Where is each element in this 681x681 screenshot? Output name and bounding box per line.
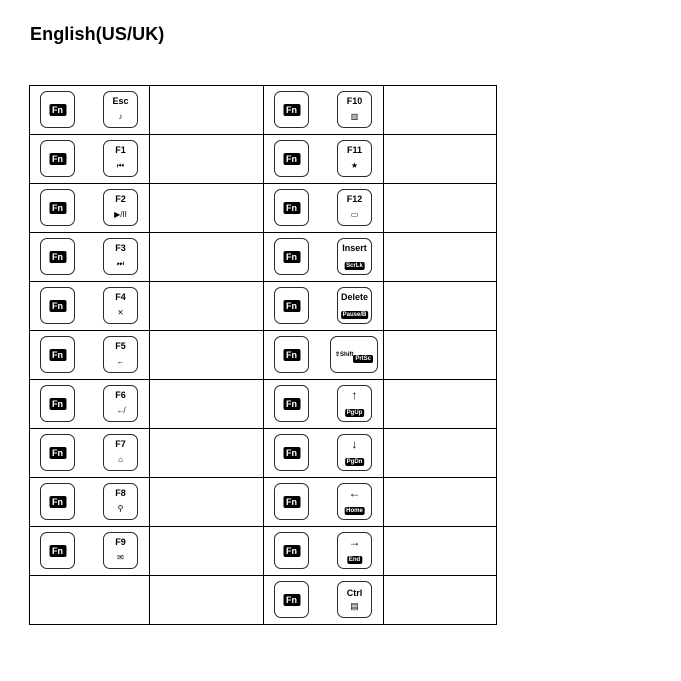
key-legend: F3 xyxy=(115,243,126,253)
fn-key xyxy=(274,91,309,128)
description-blank xyxy=(150,527,263,575)
fn-key-label: Fn xyxy=(49,349,66,361)
keys-cell xyxy=(30,282,150,331)
music-note-icon: ♪ xyxy=(118,112,123,121)
description-cell xyxy=(384,576,497,625)
description-blank xyxy=(150,429,263,477)
keys-cell xyxy=(264,527,384,576)
keys-cell xyxy=(30,380,150,429)
fn-key-label: Fn xyxy=(283,447,300,459)
fn-key xyxy=(274,483,309,520)
key-combo xyxy=(264,429,383,477)
key-secondary-label: End xyxy=(348,557,361,563)
description-blank xyxy=(384,282,496,330)
key-legend: F12 xyxy=(346,194,363,204)
ctrl-key xyxy=(337,581,372,618)
fn-key-label: Fn xyxy=(283,251,300,263)
key-legend: F1 xyxy=(115,145,126,155)
function-key xyxy=(103,287,138,324)
fn-key xyxy=(40,91,75,128)
fn-key-label: Fn xyxy=(283,545,300,557)
function-key xyxy=(103,140,138,177)
key-secondary-label: PgDn xyxy=(346,459,363,465)
key-combo xyxy=(30,331,149,379)
next-track-icon: ⏭ xyxy=(116,259,125,268)
description-blank xyxy=(150,331,263,379)
key-legend: Insert xyxy=(342,243,367,253)
shift-key xyxy=(330,336,378,373)
description-cell xyxy=(150,380,264,429)
keys-cell xyxy=(264,331,384,380)
page-title: English(US/UK) xyxy=(30,24,165,44)
table-row xyxy=(30,527,497,576)
key-combo xyxy=(264,576,383,624)
left-arrow-icon: ← xyxy=(348,486,361,500)
table-row xyxy=(30,233,497,282)
key-combo xyxy=(30,184,149,232)
function-key xyxy=(337,385,372,422)
key-legend: F4 xyxy=(115,292,126,302)
table-row xyxy=(30,576,497,625)
fn-key-label: Fn xyxy=(283,594,300,606)
key-combo xyxy=(264,331,383,379)
key-combo xyxy=(264,380,383,428)
key-combo xyxy=(264,184,383,232)
function-key xyxy=(337,189,372,226)
fn-key-label: Fn xyxy=(49,251,66,263)
description-blank xyxy=(150,86,263,134)
key-combo xyxy=(264,233,383,281)
function-key xyxy=(337,434,372,471)
keys-cell xyxy=(30,184,150,233)
key-combo xyxy=(30,282,149,330)
description-cell xyxy=(384,135,497,184)
fn-key-label: Fn xyxy=(283,153,300,165)
keys-cell xyxy=(30,478,150,527)
up-arrow-icon: ↑ xyxy=(351,388,358,402)
description-blank xyxy=(150,380,263,428)
description-cell xyxy=(150,282,264,331)
key-legend: Ctrl xyxy=(346,588,363,598)
function-key xyxy=(337,140,372,177)
table-row xyxy=(30,478,497,527)
key-secondary-label: Pause/B xyxy=(342,312,367,318)
keys-cell xyxy=(30,331,150,380)
key-secondary-label: ScrLk xyxy=(346,263,363,269)
keys-cell xyxy=(30,527,150,576)
fn-key-label: Fn xyxy=(49,447,66,459)
function-key xyxy=(103,385,138,422)
description-blank xyxy=(150,184,263,232)
description-cell xyxy=(150,429,264,478)
fn-key xyxy=(40,532,75,569)
description-cell xyxy=(150,86,264,135)
keys-cell xyxy=(30,576,150,625)
description-cell xyxy=(150,527,264,576)
key-combo xyxy=(30,380,149,428)
mute-icon: ⨯ xyxy=(117,308,124,317)
table-row xyxy=(30,429,497,478)
fn-key xyxy=(274,336,309,373)
fn-key xyxy=(274,238,309,275)
function-key xyxy=(337,287,372,324)
fn-shortcut-table xyxy=(29,85,497,625)
fn-key-label: Fn xyxy=(283,202,300,214)
fn-key xyxy=(274,189,309,226)
keys-cell xyxy=(264,86,384,135)
fn-key-label: Fn xyxy=(49,398,66,410)
key-secondary-label: PgUp xyxy=(346,410,363,416)
fn-key-label: Fn xyxy=(49,496,66,508)
key-combo xyxy=(30,135,149,183)
fn-key xyxy=(274,140,309,177)
fn-key xyxy=(40,287,75,324)
description-cell xyxy=(150,331,264,380)
key-legend: Delete xyxy=(340,292,368,302)
keys-cell xyxy=(264,380,384,429)
down-arrow-icon: ↓ xyxy=(351,437,358,451)
previous-track-icon: ⏮ xyxy=(116,161,125,170)
keys-cell xyxy=(264,184,384,233)
function-key xyxy=(103,189,138,226)
description-cell xyxy=(150,184,264,233)
description-cell xyxy=(384,527,497,576)
key-legend: F6 xyxy=(115,390,126,400)
description-cell xyxy=(384,429,497,478)
fn-key xyxy=(274,532,309,569)
description-cell xyxy=(384,86,497,135)
description-cell xyxy=(384,478,497,527)
key-combo xyxy=(30,429,149,477)
keys-cell xyxy=(264,135,384,184)
function-key xyxy=(103,336,138,373)
key-legend: F11 xyxy=(346,145,362,155)
description-blank xyxy=(150,135,263,183)
description-cell xyxy=(384,380,497,429)
table-row xyxy=(30,86,497,135)
fn-key-label: Fn xyxy=(49,300,66,312)
menu-icon: ▤ xyxy=(350,601,359,611)
description-cell xyxy=(384,282,497,331)
key-legend: F10 xyxy=(346,96,363,106)
function-key xyxy=(103,434,138,471)
table-row xyxy=(30,331,497,380)
key-secondary-label: PrtSc xyxy=(355,356,371,362)
key-legend: F9 xyxy=(115,537,126,547)
fn-key-label: Fn xyxy=(49,202,66,214)
description-blank xyxy=(384,380,496,428)
key-legend: Esc xyxy=(112,96,129,106)
key-combo xyxy=(30,233,149,281)
key-legend: F5 xyxy=(115,341,126,351)
key-legend: F7 xyxy=(115,439,126,449)
fn-key xyxy=(274,287,309,324)
forward-back-icon: ↚ xyxy=(116,406,125,415)
home-icon: ⌂ xyxy=(118,455,123,464)
fn-key xyxy=(40,385,75,422)
fn-key xyxy=(40,189,75,226)
keys-cell xyxy=(30,429,150,478)
description-cell xyxy=(150,135,264,184)
function-key xyxy=(337,91,372,128)
description-blank xyxy=(150,576,263,624)
description-blank xyxy=(384,576,496,624)
description-blank xyxy=(150,233,263,281)
description-cell xyxy=(150,478,264,527)
table-row xyxy=(30,282,497,331)
function-key xyxy=(103,483,138,520)
function-key xyxy=(103,532,138,569)
function-key xyxy=(103,91,138,128)
fn-key-label: Fn xyxy=(283,398,300,410)
fn-key-label: Fn xyxy=(283,104,300,116)
fn-key xyxy=(40,483,75,520)
description-blank xyxy=(384,331,496,379)
description-cell xyxy=(150,576,264,625)
fn-key xyxy=(274,581,309,618)
function-key xyxy=(337,238,372,275)
fn-key xyxy=(40,238,75,275)
right-arrow-icon: → xyxy=(348,535,361,549)
description-cell xyxy=(150,233,264,282)
key-combo xyxy=(30,86,149,134)
description-blank xyxy=(384,233,496,281)
key-combo xyxy=(264,478,383,526)
key-combo xyxy=(30,527,149,575)
key-legend: ⇧Shift xyxy=(335,352,354,358)
fn-key xyxy=(274,434,309,471)
fn-key-label: Fn xyxy=(283,349,300,361)
keys-cell xyxy=(264,233,384,282)
table-row xyxy=(30,184,497,233)
keys-cell xyxy=(264,282,384,331)
description-cell xyxy=(384,331,497,380)
key-combo xyxy=(264,282,383,330)
table-row xyxy=(30,380,497,429)
description-blank xyxy=(384,527,496,575)
function-key xyxy=(337,532,372,569)
fn-key-label: Fn xyxy=(49,104,66,116)
keys-cell xyxy=(30,135,150,184)
description-blank xyxy=(150,282,263,330)
key-secondary-label: Home xyxy=(346,508,363,514)
fn-key-label: Fn xyxy=(283,496,300,508)
fn-key-label: Fn xyxy=(283,300,300,312)
description-blank xyxy=(384,135,496,183)
keys-cell xyxy=(30,233,150,282)
description-blank xyxy=(150,478,263,526)
function-key xyxy=(103,238,138,275)
key-combo xyxy=(264,527,383,575)
fn-key xyxy=(40,336,75,373)
play-pause-icon: ▶/II xyxy=(114,210,127,219)
key-combo xyxy=(30,478,149,526)
search-icon: ⚲ xyxy=(117,504,124,513)
key-legend: F8 xyxy=(115,488,126,498)
keys-cell xyxy=(30,86,150,135)
fn-key-label: Fn xyxy=(49,545,66,557)
key-combo xyxy=(264,86,383,134)
description-blank xyxy=(384,86,496,134)
description-blank xyxy=(384,478,496,526)
key-combo xyxy=(30,576,149,624)
description-cell xyxy=(384,184,497,233)
key-combo xyxy=(264,135,383,183)
key-legend: F2 xyxy=(115,194,126,204)
mail-icon: ✉ xyxy=(117,553,124,562)
keys-cell xyxy=(264,576,384,625)
fn-key xyxy=(40,140,75,177)
fn-key-label: Fn xyxy=(49,153,66,165)
fn-key xyxy=(274,385,309,422)
keys-cell xyxy=(264,478,384,527)
description-cell xyxy=(384,233,497,282)
description-blank xyxy=(384,429,496,477)
function-key xyxy=(337,483,372,520)
table-row xyxy=(30,135,497,184)
star-icon: ★ xyxy=(350,161,359,170)
description-blank xyxy=(384,184,496,232)
back-arrow-icon: ← xyxy=(116,357,125,366)
keys-cell xyxy=(264,429,384,478)
fn-key xyxy=(40,434,75,471)
computer-icon: ▭ xyxy=(350,210,359,219)
calculator-icon: ▥ xyxy=(350,112,359,121)
